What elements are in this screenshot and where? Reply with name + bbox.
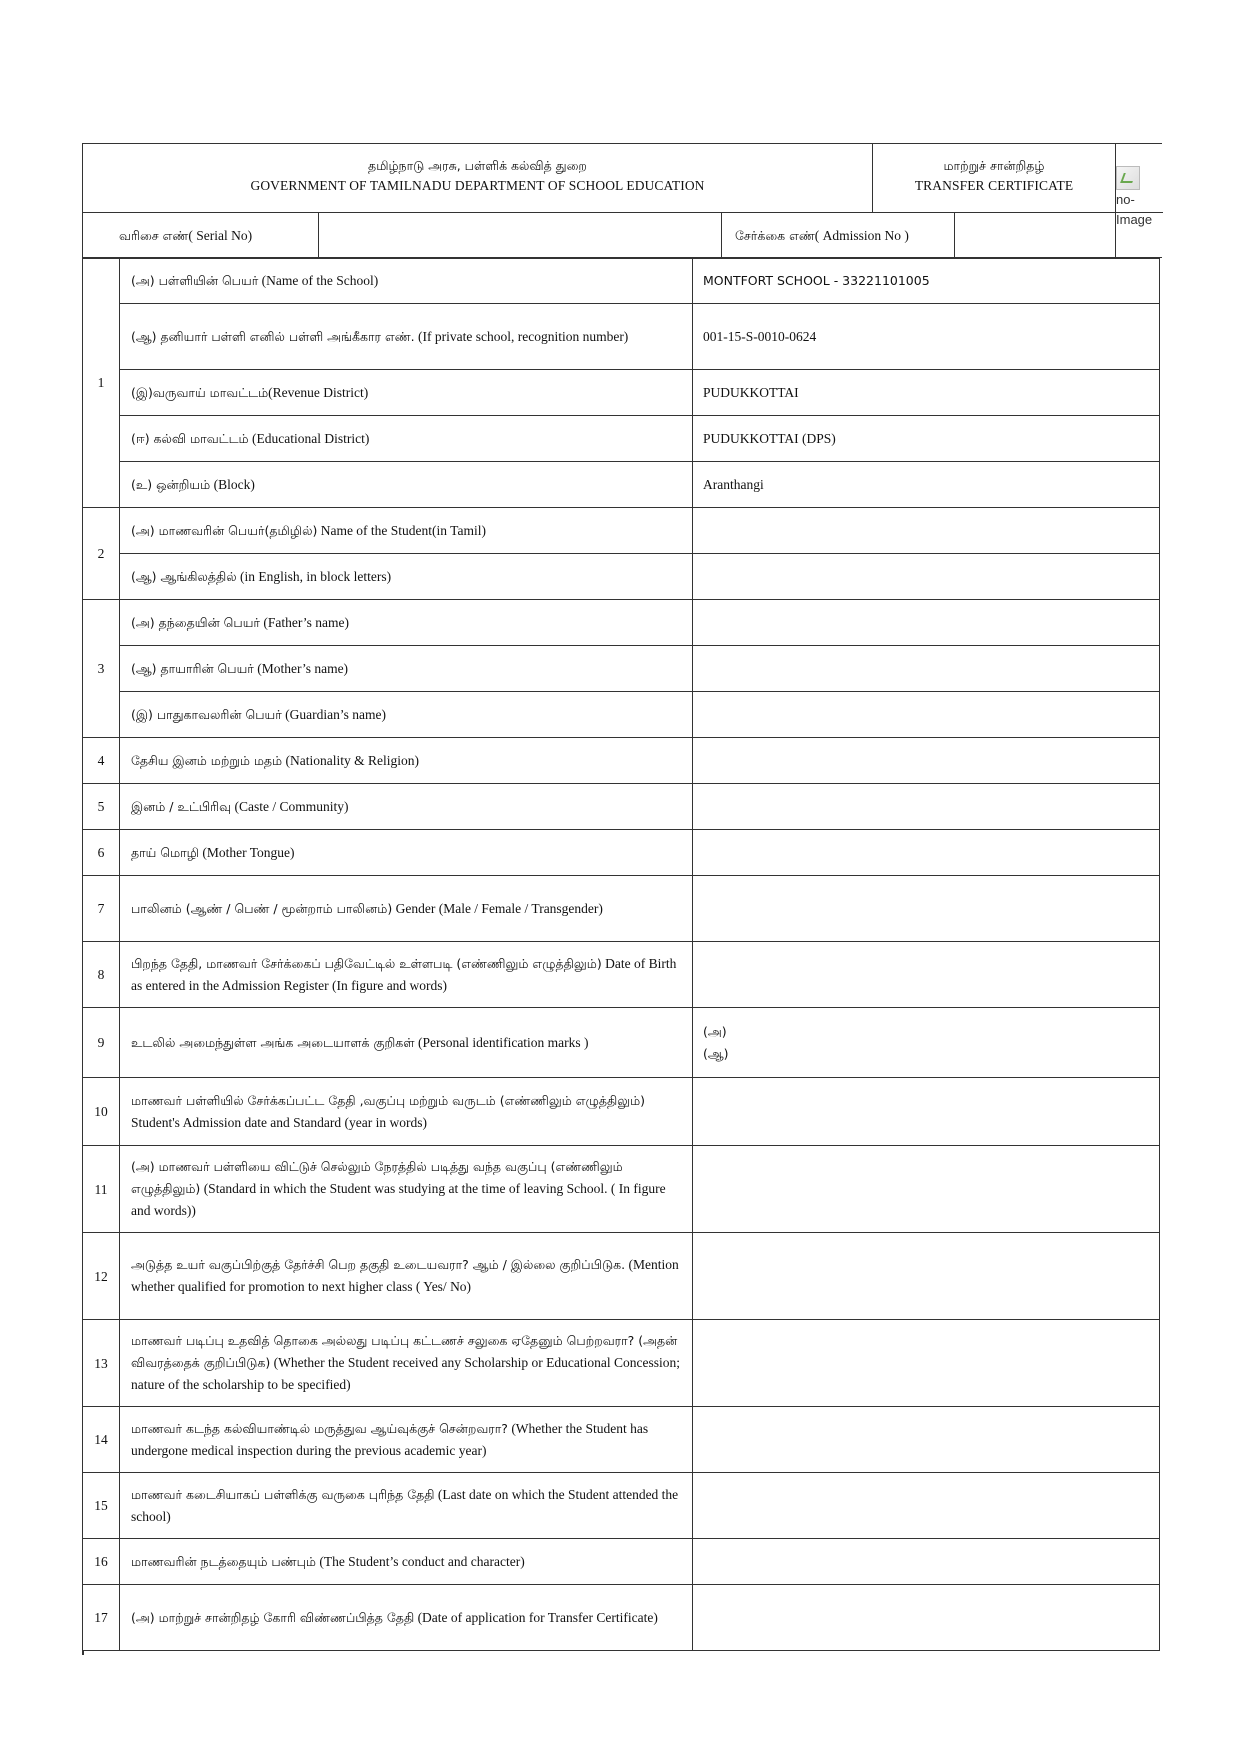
field-label-text	[131, 1254, 682, 1298]
field-label	[120, 1078, 693, 1146]
field-label	[120, 304, 693, 370]
field-label-text	[131, 1330, 682, 1396]
field-label	[120, 600, 693, 646]
row-number: 17	[82, 1585, 120, 1651]
field-value: PUDUKKOTTAI	[693, 370, 1160, 416]
broken-image-icon	[1116, 166, 1140, 190]
field-value	[693, 554, 1160, 600]
field-label	[120, 830, 693, 876]
field-label-english: (Mother Tongue)	[199, 844, 295, 860]
field-value	[693, 1407, 1160, 1473]
field-label-text	[131, 474, 255, 496]
field-label-tamil: (ஆ) ஆங்கிலத்தில்	[131, 568, 237, 584]
field-label-tamil: (அ) மாற்றுச் சான்றிதழ் கோரி விண்ணப்பித்த தேதி	[131, 1609, 415, 1625]
field-label	[120, 1539, 693, 1585]
field-label-text	[131, 898, 603, 920]
field-value	[693, 1008, 1160, 1078]
field-label-text	[131, 842, 295, 864]
field-label	[120, 508, 693, 554]
field-label-text	[131, 1607, 658, 1629]
serial-no-label	[83, 213, 319, 259]
field-label-text	[131, 326, 628, 348]
field-label-text	[131, 1484, 682, 1528]
field-label	[120, 1233, 693, 1320]
row-number: 8	[82, 942, 120, 1008]
field-value-line: (அ)	[703, 1023, 727, 1039]
field-label-tamil: (அ) தந்தையின் பெயர்	[131, 614, 260, 630]
image-alt-text: no-Image	[1116, 192, 1153, 227]
field-label	[120, 416, 693, 462]
field-label-text	[131, 520, 486, 542]
field-label-tamil: (இ) பாதுகாவலரின் பெயர்	[131, 706, 282, 722]
field-label-english: (Caste / Community)	[231, 798, 349, 814]
row-number: 5	[82, 784, 120, 830]
field-label-english: (Whether the Student has undergone medical inspection during the previous academic year)	[131, 1420, 649, 1458]
field-label-tamil: மாணவர் படிப்பு உதவித் தொகை அல்லது படிப்பு கட்டணச் சலுகை ஏதேனும் பெற்றவரா? (அதன் விவரத்தைக் குறிப்பிடுக)	[131, 1333, 678, 1370]
field-label	[120, 784, 693, 830]
field-label-english: (Educational District)	[248, 430, 370, 446]
field-label-tamil: பாலினம் (ஆண் / பெண் / மூன்றாம் பாலினம்)	[131, 900, 393, 916]
field-label-text	[131, 382, 368, 404]
field-value: PUDUKKOTTAI (DPS)	[693, 416, 1160, 462]
field-label	[120, 258, 693, 304]
field-label	[120, 692, 693, 738]
field-value	[693, 942, 1160, 1008]
field-label-text	[131, 796, 349, 818]
field-value	[693, 508, 1160, 554]
certificate-title-tamil: மாற்றுச் சான்றிதழ்	[943, 158, 1045, 173]
field-label-english: (Guardian’s name)	[281, 706, 387, 722]
row-number: 3	[82, 600, 120, 738]
field-label-tamil: பிறந்த தேதி, மாணவர் சேர்க்கைப் பதிவேட்டில் உள்ளபடி (எண்ணிலும் எழுத்திலும்)	[131, 955, 602, 971]
field-label-tamil: மாணவரின் நடத்தையும் பண்பும்	[131, 1553, 316, 1569]
header-title-row	[83, 144, 1163, 227]
field-value: MONTFORT SCHOOL - 33221101005	[693, 258, 1160, 304]
field-label-english: (Mother’s name)	[253, 660, 349, 676]
field-label-english: (Mention whether qualified for promotion to next higher class ( Yes/ No)	[131, 1257, 679, 1294]
certificate-title	[873, 144, 1116, 213]
field-label	[120, 738, 693, 784]
row-number: 7	[82, 876, 120, 942]
field-label-text	[131, 1551, 525, 1573]
field-label-tamil: தாய் மொழி	[131, 844, 199, 860]
field-label-tamil: (அ) பள்ளியின் பெயர்	[131, 272, 259, 288]
row-number: 10	[82, 1078, 120, 1146]
field-label-english: (Personal identification marks )	[414, 1034, 589, 1050]
field-label-english: (in English, in block letters)	[236, 568, 392, 584]
field-label-text	[131, 270, 378, 292]
field-value	[693, 1233, 1160, 1320]
field-label-tamil: அடுத்த உயர் வகுப்பிற்குத் தேர்ச்சி பெற தகுதி உடையவரா? ஆம் / இல்லை குறிப்பிடுக.	[131, 1257, 626, 1272]
row-number: 1	[82, 258, 120, 508]
field-label	[120, 554, 693, 600]
field-label-tamil: மாணவர் கடைசியாகப் பள்ளிக்கு வருகை புரிந்த தேதி	[131, 1486, 435, 1502]
field-label-english: (Date of application for Transfer Certificate)	[414, 1609, 658, 1625]
field-label-tamil: (அ) மாணவர் பள்ளியை விட்டுச் செல்லும் நேரத்தில் படித்து வந்த வகுப்பு (எண்ணிலும் எழுத்திலும்)	[131, 1159, 623, 1196]
field-value-line: (ஆ)	[703, 1045, 729, 1061]
admission-no-label-english: ( Admission No )	[814, 228, 909, 243]
field-label-text	[131, 750, 419, 772]
field-label-english: (Standard in which the Student was studying at the time of leaving School. ( In figure and words))	[131, 1181, 666, 1218]
serial-no-label-english: ( Serial No)	[188, 228, 253, 243]
field-label	[120, 876, 693, 942]
field-label-text	[131, 953, 682, 997]
field-label-english: (Block)	[210, 476, 255, 492]
admission-no-label-tamil: சேர்க்கை எண்	[735, 228, 815, 243]
field-label-english: (If private school, recognition number)	[414, 328, 629, 344]
field-label-english: Student's Admission date and Standard (year in words)	[131, 1114, 428, 1130]
field-label-text	[131, 612, 349, 634]
field-label	[120, 646, 693, 692]
field-label	[120, 1320, 693, 1407]
field-label-text	[131, 428, 369, 450]
field-label	[120, 462, 693, 508]
field-value	[693, 876, 1160, 942]
field-label-tamil: இனம் / உட்பிரிவு	[131, 798, 232, 814]
field-label	[120, 1146, 693, 1233]
field-value	[693, 738, 1160, 784]
field-value	[693, 1539, 1160, 1585]
field-label-english: (Father’s name)	[259, 614, 349, 630]
field-label	[120, 942, 693, 1008]
field-label-text	[131, 1418, 682, 1462]
row-number: 14	[82, 1407, 120, 1473]
row-number: 11	[82, 1146, 120, 1233]
field-label	[120, 1473, 693, 1539]
field-value	[693, 784, 1160, 830]
field-value	[693, 1473, 1160, 1539]
field-label-text	[131, 1032, 589, 1054]
field-label-english: Gender (Male / Female / Transgender)	[392, 900, 603, 916]
field-label-text	[131, 1090, 682, 1134]
table-border-tail	[82, 1651, 84, 1655]
row-number: 9	[82, 1008, 120, 1078]
row-number: 16	[82, 1539, 120, 1585]
field-label-english: Date of Birth as entered in the Admission Register (In figure and words)	[131, 955, 677, 993]
field-value	[693, 1078, 1160, 1146]
field-label-tamil: (ஈ) கல்வி மாவட்டம்	[131, 430, 249, 446]
header-number-row	[83, 213, 1163, 259]
department-title-tamil: தமிழ்நாடு அரசு, பள்ளிக் கல்வித் துறை	[368, 158, 587, 173]
field-label-english: (Name of the School)	[258, 272, 379, 288]
field-label-english: Name of the Student(in Tamil)	[317, 522, 486, 538]
field-label-english: (Revenue District)	[268, 384, 369, 400]
row-number: 6	[82, 830, 120, 876]
field-label-english: (Nationality & Religion)	[282, 752, 419, 768]
field-label	[120, 1585, 693, 1651]
field-label-english: (Last date on which the Student attended the school)	[131, 1486, 679, 1524]
row-number: 13	[82, 1320, 120, 1407]
field-label	[120, 370, 693, 416]
row-number: 12	[82, 1233, 120, 1320]
field-value	[693, 1320, 1160, 1407]
field-label-tamil: (ஆ) தாயாரின் பெயர்	[131, 660, 254, 676]
field-label-tamil: (அ) மாணவரின் பெயர்(தமிழில்)	[131, 522, 318, 538]
field-value	[693, 692, 1160, 738]
field-value	[693, 600, 1160, 646]
admission-no-value	[955, 213, 1116, 259]
field-label-tamil: மாணவர் பள்ளியில் சேர்க்கப்பட்ட தேதி ,வகுப்பு மற்றும் வருடம் (எண்ணிலும் எழுத்திலும்)	[131, 1092, 646, 1108]
row-number: 15	[82, 1473, 120, 1539]
field-label-text	[131, 658, 348, 680]
field-label-tamil: மாணவர் கடந்த கல்வியாண்டில் மருத்துவ ஆய்வுக்குச் சென்றவரா?	[131, 1420, 508, 1436]
field-label-text	[131, 704, 386, 726]
field-label-tamil: தேசிய இனம் மற்றும் மதம்	[131, 752, 283, 768]
field-label-tamil: உடலில் அமைந்துள்ள அங்க அடையாளக் குறிகள்	[131, 1034, 415, 1050]
field-value-lines	[703, 1021, 729, 1065]
serial-no-value	[319, 213, 722, 259]
field-label-english: (The Student’s conduct and character)	[315, 1553, 525, 1569]
field-value	[693, 1585, 1160, 1651]
department-title	[83, 144, 873, 213]
field-label	[120, 1407, 693, 1473]
field-label-text	[131, 566, 391, 588]
field-label-english: (Whether the Student received any Scholarship or Educational Concession; nature of the scholarship to be specified)	[131, 1355, 681, 1392]
certificate-header	[82, 143, 1162, 258]
serial-no-label-tamil: வரிசை எண்	[119, 228, 189, 243]
field-label	[120, 1008, 693, 1078]
field-label-tamil: (உ) ஒன்றியம்	[131, 476, 211, 492]
field-label-text	[131, 1156, 682, 1222]
department-title-english: GOVERNMENT OF TAMILNADU DEPARTMENT OF SCHOOL EDUCATION	[250, 178, 705, 193]
field-value	[693, 1146, 1160, 1233]
row-number: 2	[82, 508, 120, 600]
field-label-tamil: (ஆ) தனியார் பள்ளி எனில் பள்ளி அங்கீகார எண்.	[131, 328, 415, 344]
field-value: Aranthangi	[693, 462, 1160, 508]
admission-no-label	[722, 213, 955, 259]
field-value: 001-15-S-0010-0624	[693, 304, 1160, 370]
field-label-tamil: (இ)வருவாய் மாவட்டம்	[131, 384, 269, 400]
field-value	[693, 830, 1160, 876]
row-number: 4	[82, 738, 120, 784]
certificate-title-english: TRANSFER CERTIFICATE	[914, 178, 1074, 193]
field-value	[693, 646, 1160, 692]
